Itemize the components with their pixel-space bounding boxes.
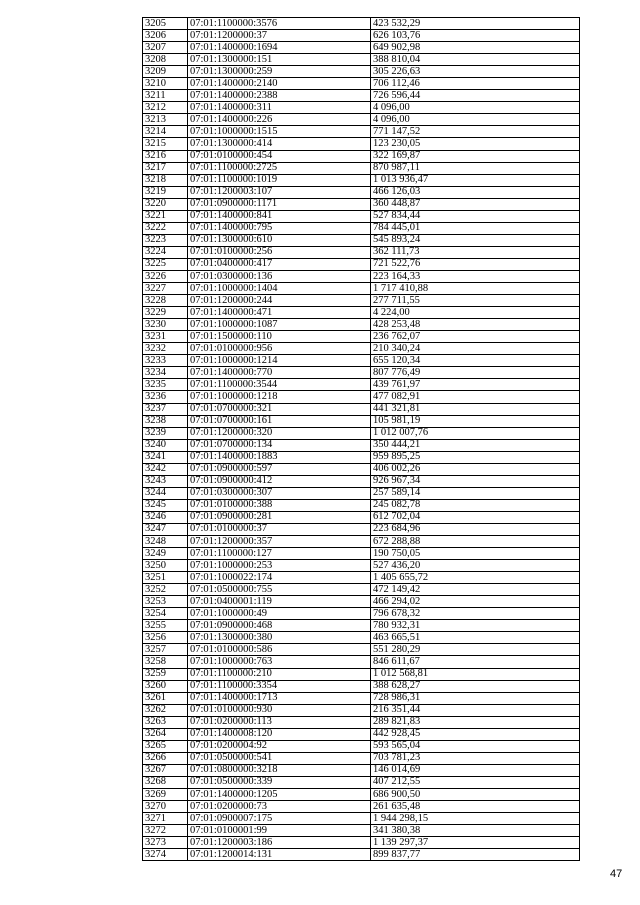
row-number-cell: 3257 — [143, 644, 188, 656]
cadastral-value-cell: 1 717 410,88 — [371, 283, 580, 295]
cadastral-number-cell: 07:01:1200003:107 — [188, 186, 371, 198]
row-number-cell: 3220 — [143, 198, 188, 210]
cadastral-number-cell: 07:01:1200014:131 — [188, 849, 371, 861]
cadastral-number-cell: 07:01:0700000:321 — [188, 403, 371, 415]
table-row — [143, 692, 580, 704]
cadastral-number-cell: 07:01:0100000:256 — [188, 246, 371, 258]
cadastral-number-cell: 07:01:1000022:174 — [188, 572, 371, 584]
cadastral-value-cell: 626 103,76 — [371, 30, 580, 42]
cadastral-value-cell: 771 147,52 — [371, 126, 580, 138]
table-row — [143, 716, 580, 728]
cadastral-value-cell: 612 702,04 — [371, 511, 580, 523]
table-row — [143, 379, 580, 391]
table-row — [143, 295, 580, 307]
cadastral-number-cell: 07:01:1400000:1694 — [188, 42, 371, 54]
table-row — [143, 78, 580, 90]
cadastral-number-cell: 07:01:0200000:73 — [188, 801, 371, 813]
cadastral-number-cell: 07:01:0900000:1171 — [188, 198, 371, 210]
cadastral-number-cell: 07:01:1400000:1205 — [188, 789, 371, 801]
table-row — [143, 54, 580, 66]
cadastral-number-cell: 07:01:1100000:3544 — [188, 379, 371, 391]
cadastral-value-cell: 407 212,55 — [371, 776, 580, 788]
cadastral-number-cell: 07:01:1100000:3576 — [188, 18, 371, 30]
cadastral-number-cell: 07:01:0500000:339 — [188, 776, 371, 788]
row-number-cell: 3234 — [143, 367, 188, 379]
cadastral-value-cell: 360 448,87 — [371, 198, 580, 210]
row-number-cell: 3266 — [143, 752, 188, 764]
row-number-cell: 3265 — [143, 740, 188, 752]
table-row — [143, 548, 580, 560]
table-row — [143, 367, 580, 379]
cadastral-value-cell: 655 120,34 — [371, 355, 580, 367]
cadastral-value-cell: 236 762,07 — [371, 331, 580, 343]
cadastral-number-cell: 07:01:1400000:471 — [188, 307, 371, 319]
cadastral-value-cell: 223 164,33 — [371, 270, 580, 282]
cadastral-value-cell: 807 776,49 — [371, 367, 580, 379]
table-row — [143, 102, 580, 114]
cadastral-number-cell: 07:01:0900000:597 — [188, 463, 371, 475]
row-number-cell: 3273 — [143, 837, 188, 849]
table-row — [143, 319, 580, 331]
table-row — [143, 42, 580, 54]
cadastral-value-cell: 728 986,31 — [371, 692, 580, 704]
cadastral-value-cell: 4 224,00 — [371, 307, 580, 319]
row-number-cell: 3253 — [143, 596, 188, 608]
cadastral-value-cell: 261 635,48 — [371, 801, 580, 813]
table-row — [143, 849, 580, 861]
row-number-cell: 3271 — [143, 813, 188, 825]
row-number-cell: 3223 — [143, 234, 188, 246]
table-row — [143, 596, 580, 608]
row-number-cell: 3229 — [143, 307, 188, 319]
cadastral-value-cell: 686 900,50 — [371, 789, 580, 801]
table-row — [143, 451, 580, 463]
row-number-cell: 3246 — [143, 511, 188, 523]
row-number-cell: 3254 — [143, 608, 188, 620]
cadastral-value-cell: 423 532,29 — [371, 18, 580, 30]
cadastral-value-cell: 899 837,77 — [371, 849, 580, 861]
row-number-cell: 3215 — [143, 138, 188, 150]
row-number-cell: 3236 — [143, 391, 188, 403]
cadastral-number-cell: 07:01:0900007:175 — [188, 813, 371, 825]
cadastral-value-cell: 726 596,44 — [371, 90, 580, 102]
row-number-cell: 3231 — [143, 331, 188, 343]
table-row — [143, 90, 580, 102]
cadastral-number-cell: 07:01:1400000:2140 — [188, 78, 371, 90]
table-row — [143, 620, 580, 632]
row-number-cell: 3268 — [143, 776, 188, 788]
table-row — [143, 198, 580, 210]
row-number-cell: 3232 — [143, 343, 188, 355]
table-row — [143, 222, 580, 234]
table-row — [143, 463, 580, 475]
row-number-cell: 3264 — [143, 728, 188, 740]
table-row — [143, 114, 580, 126]
table-row — [143, 66, 580, 78]
table-row — [143, 572, 580, 584]
cadastral-number-cell: 07:01:1400000:226 — [188, 114, 371, 126]
row-number-cell: 3228 — [143, 295, 188, 307]
row-number-cell: 3224 — [143, 246, 188, 258]
cadastral-value-cell: 463 665,51 — [371, 632, 580, 644]
table-row — [143, 186, 580, 198]
row-number-cell: 3209 — [143, 66, 188, 78]
cadastral-value-cell: 846 611,67 — [371, 656, 580, 668]
cadastral-value-cell: 146 014,69 — [371, 764, 580, 776]
row-number-cell: 3219 — [143, 186, 188, 198]
cadastral-value-cell: 593 565,04 — [371, 740, 580, 752]
row-number-cell: 3255 — [143, 620, 188, 632]
table-row — [143, 138, 580, 150]
row-number-cell: 3258 — [143, 656, 188, 668]
table-row — [143, 656, 580, 668]
row-number-cell: 3238 — [143, 415, 188, 427]
table-row — [143, 560, 580, 572]
cadastral-value-cell: 4 096,00 — [371, 114, 580, 126]
table-row — [143, 668, 580, 680]
cadastral-number-cell: 07:01:0700000:134 — [188, 439, 371, 451]
cadastral-number-cell: 07:01:0100000:956 — [188, 343, 371, 355]
row-number-cell: 3218 — [143, 174, 188, 186]
cadastral-value-table — [142, 17, 580, 861]
cadastral-number-cell: 07:01:1300000:151 — [188, 54, 371, 66]
row-number-cell: 3245 — [143, 499, 188, 511]
cadastral-number-cell: 07:01:1300000:610 — [188, 234, 371, 246]
cadastral-number-cell: 07:01:0100000:388 — [188, 499, 371, 511]
cadastral-number-cell: 07:01:0500000:541 — [188, 752, 371, 764]
row-number-cell: 3206 — [143, 30, 188, 42]
cadastral-number-cell: 07:01:1400000:2388 — [188, 90, 371, 102]
table-row — [143, 355, 580, 367]
table-row — [143, 415, 580, 427]
cadastral-value-cell: 245 082,78 — [371, 499, 580, 511]
cadastral-value-cell: 1 944 298,15 — [371, 813, 580, 825]
row-number-cell: 3235 — [143, 379, 188, 391]
row-number-cell: 3240 — [143, 439, 188, 451]
row-number-cell: 3205 — [143, 18, 188, 30]
table-row — [143, 680, 580, 692]
cadastral-value-cell: 1 139 297,37 — [371, 837, 580, 849]
cadastral-number-cell: 07:01:0300000:136 — [188, 270, 371, 282]
cadastral-number-cell: 07:01:1000000:49 — [188, 608, 371, 620]
cadastral-number-cell: 07:01:0100000:37 — [188, 523, 371, 535]
row-number-cell: 3262 — [143, 704, 188, 716]
cadastral-number-cell: 07:01:0900000:468 — [188, 620, 371, 632]
table-row — [143, 427, 580, 439]
table-row — [143, 511, 580, 523]
cadastral-value-cell: 257 589,14 — [371, 487, 580, 499]
cadastral-number-cell: 07:01:1000000:1218 — [188, 391, 371, 403]
cadastral-number-cell: 07:01:0700000:161 — [188, 415, 371, 427]
cadastral-value-cell: 527 834,44 — [371, 210, 580, 222]
cadastral-value-cell: 305 226,63 — [371, 66, 580, 78]
table-row — [143, 391, 580, 403]
row-number-cell: 3216 — [143, 150, 188, 162]
row-number-cell: 3225 — [143, 258, 188, 270]
cadastral-value-cell: 322 169,87 — [371, 150, 580, 162]
cadastral-number-cell: 07:01:0100000:930 — [188, 704, 371, 716]
cadastral-value-cell: 466 126,03 — [371, 186, 580, 198]
cadastral-number-cell: 07:01:1200003:186 — [188, 837, 371, 849]
cadastral-value-cell: 545 893,24 — [371, 234, 580, 246]
table-row — [143, 776, 580, 788]
table-row — [143, 789, 580, 801]
cadastral-value-cell: 649 902,98 — [371, 42, 580, 54]
row-number-cell: 3226 — [143, 270, 188, 282]
row-number-cell: 3263 — [143, 716, 188, 728]
row-number-cell: 3269 — [143, 789, 188, 801]
table-row — [143, 584, 580, 596]
cadastral-value-cell: 926 967,34 — [371, 475, 580, 487]
table-row — [143, 608, 580, 620]
row-number-cell: 3233 — [143, 355, 188, 367]
cadastral-number-cell: 07:01:0300000:307 — [188, 487, 371, 499]
cadastral-value-cell: 1 013 936,47 — [371, 174, 580, 186]
row-number-cell: 3212 — [143, 102, 188, 114]
table-row — [143, 704, 580, 716]
cadastral-number-cell: 07:01:1100000:210 — [188, 668, 371, 680]
cadastral-number-cell: 07:01:1000000:1515 — [188, 126, 371, 138]
cadastral-number-cell: 07:01:1300000:414 — [188, 138, 371, 150]
table-row — [143, 439, 580, 451]
row-number-cell: 3211 — [143, 90, 188, 102]
cadastral-number-cell: 07:01:0200004:92 — [188, 740, 371, 752]
table-row — [143, 343, 580, 355]
table-row — [143, 307, 580, 319]
table-row — [143, 837, 580, 849]
row-number-cell: 3242 — [143, 463, 188, 475]
cadastral-value-cell: 870 987,11 — [371, 162, 580, 174]
cadastral-value-cell: 406 002,26 — [371, 463, 580, 475]
row-number-cell: 3259 — [143, 668, 188, 680]
table-row — [143, 644, 580, 656]
row-number-cell: 3241 — [143, 451, 188, 463]
row-number-cell: 3270 — [143, 801, 188, 813]
table-row — [143, 283, 580, 295]
table-row — [143, 126, 580, 138]
table-row — [143, 740, 580, 752]
cadastral-value-cell: 210 340,24 — [371, 343, 580, 355]
cadastral-number-cell: 07:01:0100001:99 — [188, 825, 371, 837]
cadastral-number-cell: 07:01:1500000:110 — [188, 331, 371, 343]
cadastral-number-cell: 07:01:1000000:1404 — [188, 283, 371, 295]
table-row — [143, 825, 580, 837]
cadastral-number-cell: 07:01:0100000:586 — [188, 644, 371, 656]
cadastral-value-cell: 289 821,83 — [371, 716, 580, 728]
cadastral-value-cell: 672 288,88 — [371, 536, 580, 548]
table-row — [143, 331, 580, 343]
table-row — [143, 210, 580, 222]
table-row — [143, 150, 580, 162]
cadastral-value-cell: 441 321,81 — [371, 403, 580, 415]
cadastral-number-cell: 07:01:1000000:1214 — [188, 355, 371, 367]
table-row — [143, 728, 580, 740]
row-number-cell: 3239 — [143, 427, 188, 439]
row-number-cell: 3214 — [143, 126, 188, 138]
cadastral-value-cell: 388 810,04 — [371, 54, 580, 66]
table-row — [143, 487, 580, 499]
cadastral-number-cell: 07:01:0100000:454 — [188, 150, 371, 162]
row-number-cell: 3248 — [143, 536, 188, 548]
row-number-cell: 3210 — [143, 78, 188, 90]
table-row — [143, 403, 580, 415]
cadastral-number-cell: 07:01:1200000:37 — [188, 30, 371, 42]
cadastral-value-cell: 1 012 007,76 — [371, 427, 580, 439]
table-row — [143, 523, 580, 535]
cadastral-value-cell: 477 082,91 — [371, 391, 580, 403]
row-number-cell: 3217 — [143, 162, 188, 174]
cadastral-number-cell: 07:01:1000000:253 — [188, 560, 371, 572]
cadastral-number-cell: 07:01:0400001:119 — [188, 596, 371, 608]
cadastral-number-cell: 07:01:1100000:1019 — [188, 174, 371, 186]
table-row — [143, 258, 580, 270]
cadastral-value-cell: 190 750,05 — [371, 548, 580, 560]
cadastral-value-cell: 780 932,31 — [371, 620, 580, 632]
cadastral-value-cell: 341 380,38 — [371, 825, 580, 837]
cadastral-value-cell: 703 781,23 — [371, 752, 580, 764]
table-row — [143, 162, 580, 174]
table-row — [143, 813, 580, 825]
cadastral-number-cell: 07:01:1400000:1883 — [188, 451, 371, 463]
cadastral-value-cell: 551 280,29 — [371, 644, 580, 656]
cadastral-number-cell: 07:01:1300000:259 — [188, 66, 371, 78]
cadastral-number-cell: 07:01:0900000:412 — [188, 475, 371, 487]
cadastral-number-cell: 07:01:1400000:311 — [188, 102, 371, 114]
cadastral-number-cell: 07:01:1400008:120 — [188, 728, 371, 740]
row-number-cell: 3221 — [143, 210, 188, 222]
row-number-cell: 3222 — [143, 222, 188, 234]
cadastral-value-cell: 362 111,73 — [371, 246, 580, 258]
row-number-cell: 3250 — [143, 560, 188, 572]
cadastral-number-cell: 07:01:1100000:3354 — [188, 680, 371, 692]
row-number-cell: 3261 — [143, 692, 188, 704]
table-row — [143, 270, 580, 282]
table-row — [143, 499, 580, 511]
cadastral-number-cell: 07:01:1400000:770 — [188, 367, 371, 379]
cadastral-value-cell: 277 711,55 — [371, 295, 580, 307]
row-number-cell: 3243 — [143, 475, 188, 487]
cadastral-number-cell: 07:01:1100000:2725 — [188, 162, 371, 174]
cadastral-number-cell: 07:01:0500000:755 — [188, 584, 371, 596]
row-number-cell: 3244 — [143, 487, 188, 499]
row-number-cell: 3249 — [143, 548, 188, 560]
cadastral-number-cell: 07:01:1000000:1087 — [188, 319, 371, 331]
table-row — [143, 801, 580, 813]
cadastral-value-cell: 4 096,00 — [371, 102, 580, 114]
row-number-cell: 3267 — [143, 764, 188, 776]
cadastral-value-cell: 466 294,02 — [371, 596, 580, 608]
row-number-cell: 3272 — [143, 825, 188, 837]
cadastral-number-cell: 07:01:0200000:113 — [188, 716, 371, 728]
table-row — [143, 752, 580, 764]
row-number-cell: 3207 — [143, 42, 188, 54]
cadastral-value-cell: 959 895,25 — [371, 451, 580, 463]
table-row — [143, 246, 580, 258]
table-row — [143, 764, 580, 776]
cadastral-value-cell: 223 684,96 — [371, 523, 580, 535]
row-number-cell: 3252 — [143, 584, 188, 596]
row-number-cell: 3256 — [143, 632, 188, 644]
table-row — [143, 475, 580, 487]
cadastral-value-cell: 1 012 568,81 — [371, 668, 580, 680]
page-number: 47 — [610, 868, 623, 880]
cadastral-number-cell: 07:01:1400000:795 — [188, 222, 371, 234]
row-number-cell: 3230 — [143, 319, 188, 331]
cadastral-number-cell: 07:01:1100000:127 — [188, 548, 371, 560]
row-number-cell: 3227 — [143, 283, 188, 295]
cadastral-number-cell: 07:01:1400000:1713 — [188, 692, 371, 704]
row-number-cell: 3237 — [143, 403, 188, 415]
cadastral-value-cell: 442 928,45 — [371, 728, 580, 740]
cadastral-value-cell: 706 112,46 — [371, 78, 580, 90]
row-number-cell: 3208 — [143, 54, 188, 66]
cadastral-value-cell: 105 981,19 — [371, 415, 580, 427]
table-row — [143, 18, 580, 30]
table-row — [143, 632, 580, 644]
cadastral-number-cell: 07:01:1200000:357 — [188, 536, 371, 548]
cadastral-value-cell: 472 149,42 — [371, 584, 580, 596]
cadastral-number-cell: 07:01:1200000:244 — [188, 295, 371, 307]
cadastral-number-cell: 07:01:1200000:320 — [188, 427, 371, 439]
cadastral-number-cell: 07:01:1400000:841 — [188, 210, 371, 222]
cadastral-number-cell: 07:01:0800000:3218 — [188, 764, 371, 776]
row-number-cell: 3251 — [143, 572, 188, 584]
cadastral-value-cell: 796 678,32 — [371, 608, 580, 620]
table-row — [143, 174, 580, 186]
cadastral-value-cell: 784 445,01 — [371, 222, 580, 234]
cadastral-value-cell: 216 351,44 — [371, 704, 580, 716]
table-row — [143, 536, 580, 548]
table-body — [143, 18, 580, 861]
row-number-cell: 3213 — [143, 114, 188, 126]
row-number-cell: 3260 — [143, 680, 188, 692]
row-number-cell: 3247 — [143, 523, 188, 535]
cadastral-value-cell: 1 405 655,72 — [371, 572, 580, 584]
table-row — [143, 234, 580, 246]
row-number-cell: 3274 — [143, 849, 188, 861]
cadastral-value-cell: 527 436,20 — [371, 560, 580, 572]
cadastral-value-cell: 721 522,76 — [371, 258, 580, 270]
cadastral-value-cell: 123 230,05 — [371, 138, 580, 150]
cadastral-number-cell: 07:01:0400000:417 — [188, 258, 371, 270]
cadastral-value-cell: 428 253,48 — [371, 319, 580, 331]
cadastral-value-cell: 388 628,27 — [371, 680, 580, 692]
cadastral-number-cell: 07:01:1300000:380 — [188, 632, 371, 644]
table-row — [143, 30, 580, 42]
cadastral-value-cell: 439 761,97 — [371, 379, 580, 391]
cadastral-number-cell: 07:01:1000000:763 — [188, 656, 371, 668]
cadastral-value-cell: 350 444,21 — [371, 439, 580, 451]
cadastral-number-cell: 07:01:0900000:281 — [188, 511, 371, 523]
